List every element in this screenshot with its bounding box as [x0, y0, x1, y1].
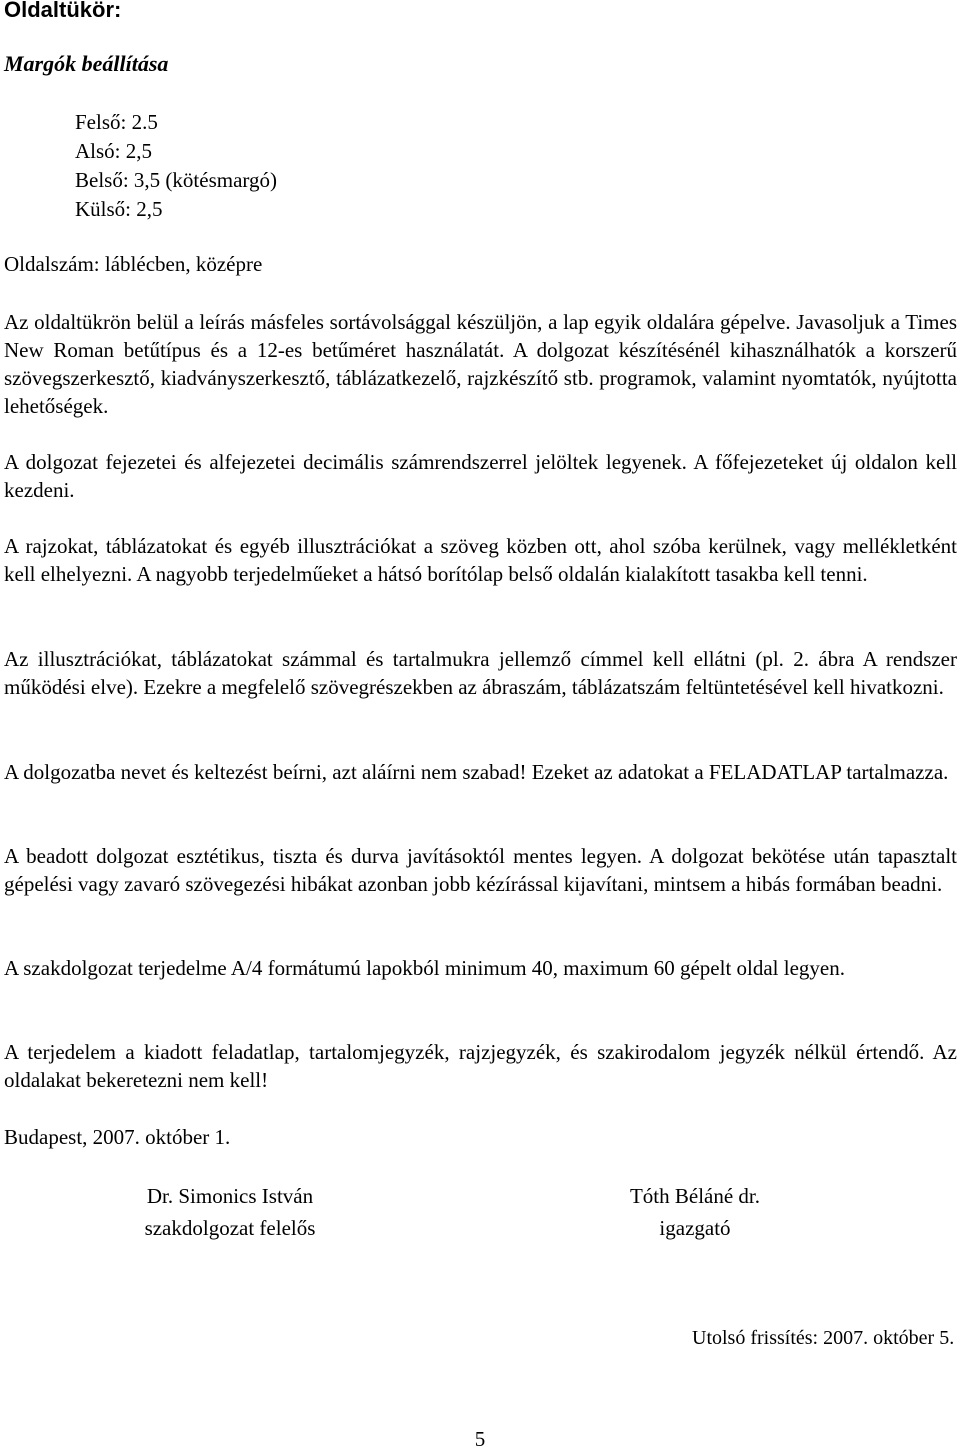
paragraph-signature: A dolgozatba nevet és keltezést beírni, azt aláírni nem szabad! Ezeket az adatokat a FELADATLAP tartalmazza.	[4, 760, 949, 784]
paragraph-chapters: A dolgozat fejezetei és alfejezetei decimális számrendszerrel jelöltek legyenek. A főfejezeteket új oldalon kell kezdeni.	[4, 450, 957, 502]
margins-subheading: Margók beállítása	[4, 51, 169, 76]
signer-name: Tóth Béláné dr.	[629, 1184, 761, 1208]
paragraph-length: A szakdolgozat terjedelme A/4 formátumú lapokból minimum 40, maximum 60 gépelt oldal legyen.	[4, 956, 845, 980]
paragraph-scope: A terjedelem a kiadott feladatlap, tartalomjegyzék, rajzjegyzék, és szakirodalom jegyzék nélkül értendő. Az oldalakat bekeretezni nem kell!	[4, 1040, 957, 1092]
margin-inner: Belső: 3,5 (kötésmargó)	[75, 168, 278, 192]
page-number: 5	[474, 1427, 486, 1451]
margin-bottom: Alsó: 2,5	[75, 139, 153, 163]
signer-block-right	[590, 1180, 800, 1244]
page-number-note: Oldalszám: láblécben, középre	[4, 252, 263, 276]
signer-role: szakdolgozat felelős	[144, 1216, 316, 1240]
paragraph-illustrations: A rajzokat, táblázatokat és egyéb illusztrációkat a szöveg közben ott, ahol szóba kerülnek, vagy mellékletként kell elhelyezni. A nagyobb terjedelműeket a hátsó borítólap belső oldalán kialakított tasakba kell tenni.	[4, 534, 957, 586]
paragraph-layout: Az oldaltükrön belül a leírás másfeles sortávolsággal készüljön, a lap egyik oldalára gépelve. Javasoljuk a Times New Roman betűtípus és a 12-es betűméret használatát. A dolgozat készítésénél kihasználhatók a korszerű szövegszerkesztő, kiadványszerkesztő, táblázatkezelő, rajzkészítő stb. programok, valamint nyomtatók, nyújtotta lehetőségek.	[4, 310, 957, 418]
margins-list	[75, 108, 277, 224]
signer-role: igazgató	[659, 1216, 731, 1240]
place-and-date: Budapest, 2007. október 1.	[4, 1125, 231, 1149]
signer-name: Dr. Simonics István	[146, 1184, 314, 1208]
paragraph-captions: Az illusztrációkat, táblázatokat számmal és tartalmukra jellemző címmel kell ellátni (pl. 2. ábra A rendszer működési elve). Ezekre a megfelelő szövegrészekben az ábraszám, táblázatszám feltüntetésével kell hivatkozni.	[4, 647, 957, 699]
signer-block-left	[110, 1180, 350, 1244]
last-updated: Utolsó frissítés: 2007. október 5.	[692, 1327, 955, 1349]
page-heading: Oldaltükör:	[4, 0, 122, 22]
paragraph-aesthetics: A beadott dolgozat esztétikus, tiszta és durva javításoktól mentes legyen. A dolgozat bekötése után tapasztalt gépelési vagy zavaró szövegezési hibákat azonban jobb kézírással kijavítani, mintsem a hibás formában beadni.	[4, 844, 957, 896]
margin-outer: Külső: 2,5	[75, 197, 163, 221]
margin-top: Felső: 2.5	[75, 110, 158, 134]
